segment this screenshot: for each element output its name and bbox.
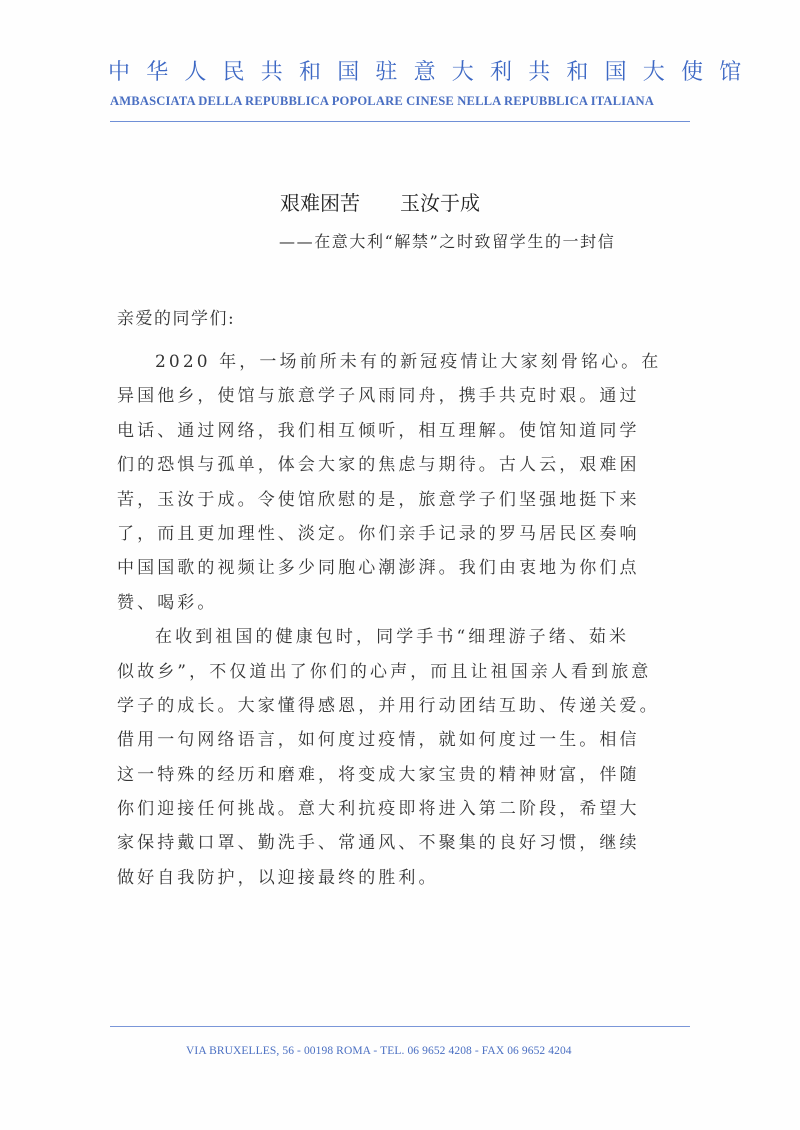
paragraph-line: 了，而且更加理性、淡定。你们亲手记录的罗马居民区奏响 — [117, 523, 640, 544]
letter-subtitle: ——在意大利“解禁”之时致留学生的一封信 — [279, 232, 616, 251]
paragraph-line: 苦，玉汝于成。令使馆欣慰的是，旅意学子们坚强地挺下来 — [117, 489, 640, 510]
paragraph-line: 家保持戴口罩、勤洗手、常通风、不聚集的良好习惯，继续 — [117, 833, 640, 854]
salutation: 亲爱的同学们: — [117, 309, 236, 329]
paragraph-line: 2020 年，一场前所未有的新冠疫情让大家刻骨铭心。在 — [155, 352, 662, 372]
paragraph-line: 中国国歌的视频让多少同胞心潮澎湃。我们由衷地为你们点 — [117, 558, 640, 579]
paragraph-line: 学子的成长。大家懂得感恩，并用行动团结互助、传递关爱。 — [117, 695, 660, 716]
paragraph-line: 在收到祖国的健康包时，同学手书“细理游子绪、茹米 — [155, 627, 630, 648]
paragraph-line: 你们迎接任何挑战。意大利抗疫即将进入第二阶段，希望大 — [117, 799, 640, 820]
paragraph-line: 们的恐惧与孤单，体会大家的焦虑与期待。古人云，艰难困 — [117, 455, 640, 476]
paragraph-line: 异国他乡，使馆与旅意学子风雨同舟，携手共克时艰。通过 — [117, 386, 640, 407]
paragraph-line: 这一特殊的经历和磨难，将变成大家宝贵的精神财富，伴随 — [117, 764, 640, 785]
footer-divider — [110, 1026, 690, 1027]
paragraph-2 — [117, 620, 695, 895]
footer-address: VIA BRUXELLES, 56 - 00198 ROMA - TEL. 06 9652 4208 - FAX 06 9652 4204 — [186, 1045, 572, 1057]
letter-body — [117, 345, 695, 895]
letter-title: 艰难困苦 玉汝于成 — [280, 191, 480, 215]
letterhead-italian-name: AMBASCIATA DELLA REPUBBLICA POPOLARE CINESE NELLA REPUBBLICA ITALIANA — [110, 94, 654, 108]
paragraph-line: 赞、喝彩。 — [117, 592, 218, 613]
letterhead-chinese-name: 中华人民共和国驻意大利共和国大使馆 — [108, 60, 758, 85]
header-divider — [110, 121, 690, 122]
paragraph-line: 做好自我防护，以迎接最终的胜利。 — [117, 867, 439, 888]
paragraph-line: 电话、通过网络，我们相互倾听，相互理解。使馆知道同学 — [117, 420, 640, 441]
paragraph-1 — [117, 345, 695, 620]
paragraph-line: 似故乡”，不仅道出了你们的心声，而且让祖国亲人看到旅意 — [117, 661, 652, 682]
paragraph-line: 借用一句网络语言，如何度过疫情，就如何度过一生。相信 — [117, 730, 640, 751]
